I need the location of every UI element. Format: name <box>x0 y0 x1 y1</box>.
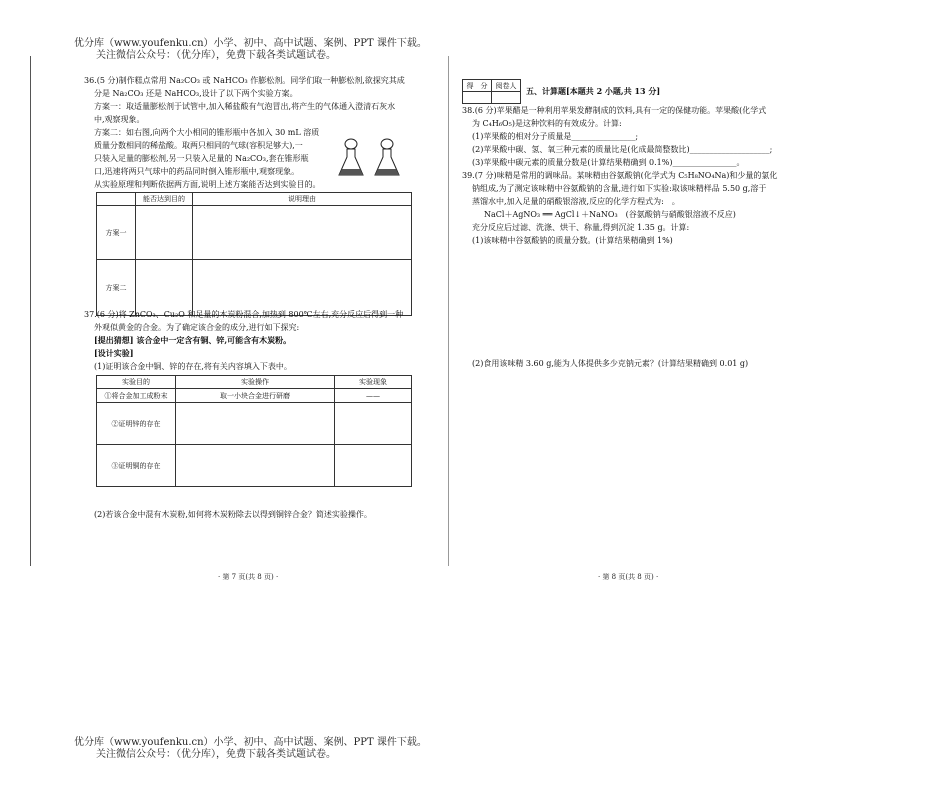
q36-line2: 分是 Na₂CO₃ 还是 NaHCO₃,设计了以下两个实验方案。 <box>94 89 298 98</box>
q37-row1-purpose: ①将合金加工成粉末 <box>97 389 176 403</box>
q39-line3: 蒸馏水中,加入足量的硝酸银溶液,反应的化学方程式为: 。 <box>472 197 680 206</box>
q36-table-header-achieve: 能否达到目的 <box>136 193 193 206</box>
q37-row3-phenomenon-cell[interactable] <box>335 445 412 487</box>
q37-row1-operation: 取一小块合金进行研磨 <box>176 389 335 403</box>
q37-design-heading: [设计实验] <box>94 348 134 358</box>
page-8 <box>462 104 802 247</box>
section-five-title-wrap <box>526 85 826 98</box>
q36-plan2-line1: 方案二：如右图,向两个大小相同的锥形瓶中各加入 30 mL 溶质 <box>94 128 320 137</box>
q37-row2-phenomenon-cell[interactable] <box>335 403 412 445</box>
q39-part1: (1)该味精中谷氨酸钠的质量分数。(计算结果精确到 1%) <box>472 236 673 245</box>
q37-row2-purpose: ②证明锌的存在 <box>97 403 176 445</box>
section-five-title: 五、计算题[本题共 2 小题,共 13 分] <box>526 86 661 96</box>
center-fold-rule <box>448 56 449 566</box>
q37-hypothesis: [提出猜想] 该合金中一定含有铜、锌,可能含有木炭粉。 <box>94 335 292 345</box>
q36-table-row-plan2: 方案二 <box>97 260 136 316</box>
flask-balloon-illustration <box>337 135 417 180</box>
score-cell[interactable] <box>463 92 492 104</box>
watermark-top-line1: 优分库（www.youfenku.cn）小学、初中、高中试题、案例、PPT 课件下载。 <box>74 38 427 49</box>
q36-table-corner <box>97 193 136 206</box>
q39-line1: 39.(7 分)味精是常用的调味品。某味精由谷氨酸钠(化学式为 C₅H₈NO₄Na)和少量的氯化 <box>462 171 778 180</box>
watermark-top-line2: 关注微信公众号：（优分库），免费下载各类试题试卷。 <box>96 50 336 61</box>
q36-question: 从实验原理和判断依据两方面,说明上述方案能否达到实验目的。 <box>94 180 321 189</box>
q38-line1: 38.(6 分)苹果醋是一种利用苹果发酵制成的饮料,具有一定的保健功能。苹果酸(化学式 <box>462 106 767 115</box>
q37-line2: 外观似黄金的合金。为了确定该合金的成分,进行如下探究: <box>94 323 300 332</box>
q37-table-header-phenomenon: 实验现象 <box>335 376 412 389</box>
q36-plan1-line1: 方案一：取适量膨松剂于试管中,加入稀盐酸有气泡冒出,将产生的气体通入澄清石灰水 <box>94 102 396 111</box>
q39-line4: 充分反应后过滤、洗涤、烘干、称量,得到沉淀 1.35 g。计算: <box>472 223 690 232</box>
q39-equation: NaCl＋AgNO₃ ══ AgCl↓＋NaNO₃ (谷氨酸钠与硝酸银溶液不反应) <box>484 210 736 219</box>
watermark-bottom-line2: 关注微信公众号：（优分库），免费下载各类试题试卷。 <box>96 749 336 760</box>
watermark-bottom <box>74 737 427 761</box>
left-margin-rule <box>30 56 31 566</box>
q36-table-row-plan1: 方案一 <box>97 206 136 260</box>
q37-table-header-operation: 实验操作 <box>176 376 335 389</box>
q37-part2-block <box>94 508 434 521</box>
page-8-footer: · 第 8 页(共 8 页) · <box>598 573 659 581</box>
q37-block <box>84 308 434 373</box>
q38-part2: (2)苹果酸中碳、氢、氧三种元素的质量比是(化成最简整数比)____________________; <box>472 145 773 154</box>
q36-plan1-reason-cell[interactable] <box>193 206 412 260</box>
q36-line1: 36.(5 分)制作糕点常用 Na₂CO₃ 或 NaHCO₃ 作膨松剂。同学们取一种膨松剂,欲探究其成 <box>84 76 405 85</box>
watermark-bottom-line1: 优分库（www.youfenku.cn）小学、初中、高中试题、案例、PPT 课件下载。 <box>74 737 427 748</box>
q36-plan2-line3: 只装入足量的膨松剂,另一只装入足量的 Na₂CO₃,套在锥形瓶 <box>94 154 309 163</box>
q37-row1-phenomenon: —— <box>335 389 412 403</box>
q37-line1: 37.(6 分)将 ZnCO₃、Cu₂O 和足量的木炭粉混合,加热到 800℃左右,充分反应后得到一种 <box>84 310 404 319</box>
watermark-top <box>74 38 427 62</box>
q38-line2: 为 C₄H₆O₅)是这种饮料的有效成分。计算: <box>472 119 622 128</box>
q38-part1: (1)苹果酸的相对分子质量是________________; <box>472 132 639 141</box>
grader-cell[interactable] <box>492 92 521 104</box>
q36-answer-table <box>96 192 412 316</box>
q37-table-header-purpose: 实验目的 <box>97 376 176 389</box>
q39-part2: (2)食用该味精 3.60 g,能为人体提供多少克钠元素？(计算结果精确到 0.01 g) <box>472 359 749 368</box>
q36-plan1-line2: 中,观察现象。 <box>94 115 145 124</box>
q39-line2: 钠组成,为了测定该味精中谷氨酸钠的含量,进行如下实验:取该味精样品 5.50 g,溶于 <box>472 184 767 193</box>
q36-table-header-reason: 说明理由 <box>193 193 412 206</box>
score-label: 得 分 <box>463 80 492 92</box>
q38-part3: (3)苹果酸中碳元素的质量分数是(计算结果精确到 0.1%)________________。 <box>472 158 745 167</box>
q37-part1: (1)证明该合金中铜、锌的存在,将有关内容填入下表中。 <box>94 362 292 371</box>
page-7-footer: · 第 7 页(共 8 页) · <box>218 573 279 581</box>
q36-plan2-line2: 质量分数相同的稀盐酸。取两只相同的气球(容积足够大),一 <box>94 141 303 150</box>
grader-label: 阅卷人 <box>492 80 521 92</box>
q37-row3-operation-cell[interactable] <box>176 445 335 487</box>
q37-experiment-table <box>96 375 412 487</box>
q36-plan2-line4: 口,迅速将两只气球中的药品同时倒入锥形瓶中,观察现象。 <box>94 167 300 176</box>
q39-part2-block <box>472 357 802 370</box>
q36-plan1-achieve-cell[interactable] <box>136 206 193 260</box>
q37-row2-operation-cell[interactable] <box>176 403 335 445</box>
q37-row3-purpose: ③证明铜的存在 <box>97 445 176 487</box>
q37-part2: (2)若该合金中混有木炭粉,如何将木炭粉除去以得到铜锌合金？简述实验操作。 <box>94 510 372 519</box>
score-table <box>462 79 521 104</box>
